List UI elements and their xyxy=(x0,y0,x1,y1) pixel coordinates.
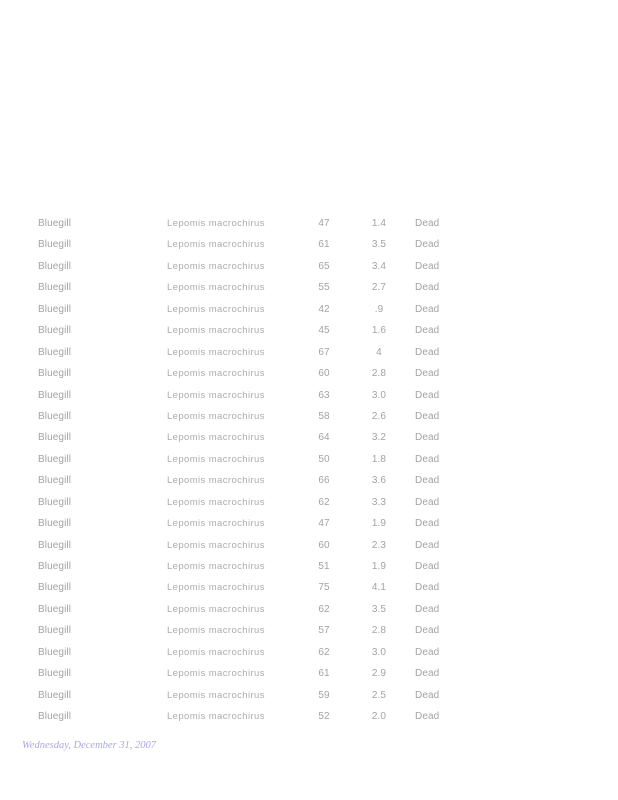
common-name-cell: Bluegill xyxy=(38,539,72,551)
length-cell: 47 xyxy=(318,518,330,530)
table-row xyxy=(0,493,618,514)
scientific-name-cell: Lepomis macrochirus xyxy=(167,453,265,465)
scientific-name-cell: Lepomis macrochirus xyxy=(167,432,265,444)
length-cell: 61 xyxy=(318,668,330,680)
weight-cell: 4.1 xyxy=(371,582,387,594)
weight-cell: 3.5 xyxy=(371,239,387,251)
status-cell: Dead xyxy=(415,603,440,615)
status-cell: Dead xyxy=(415,689,440,701)
weight-cell: 2.5 xyxy=(371,689,387,701)
length-cell: 63 xyxy=(318,389,330,401)
length-cell: 67 xyxy=(318,346,330,358)
scientific-name-cell: Lepomis macrochirus xyxy=(167,582,265,594)
scientific-name-cell: Lepomis macrochirus xyxy=(167,646,265,658)
status-cell: Dead xyxy=(415,496,440,508)
table-row xyxy=(0,278,618,299)
length-cell: 55 xyxy=(318,282,330,294)
length-cell: 75 xyxy=(318,582,330,594)
status-cell: Dead xyxy=(415,668,440,680)
weight-cell: 3.3 xyxy=(371,496,387,508)
footer-date: Wednesday, December 31, 2007 xyxy=(22,740,157,751)
common-name-cell: Bluegill xyxy=(38,218,72,229)
common-name-cell: Bluegill xyxy=(38,603,72,615)
scientific-name-cell: Lepomis macrochirus xyxy=(167,218,265,229)
common-name-cell: Bluegill xyxy=(38,389,72,401)
status-cell: Dead xyxy=(415,625,440,637)
common-name-cell: Bluegill xyxy=(38,625,72,637)
table-row xyxy=(0,600,618,621)
length-cell: 64 xyxy=(318,432,330,444)
table-row xyxy=(0,664,618,685)
weight-cell: 3.2 xyxy=(371,432,387,444)
weight-cell: 3.0 xyxy=(371,646,387,658)
status-cell: Dead xyxy=(415,410,440,422)
common-name-cell: Bluegill xyxy=(38,282,72,294)
status-cell: Dead xyxy=(415,260,440,272)
scientific-name-cell: Lepomis macrochirus xyxy=(167,239,265,251)
status-cell: Dead xyxy=(415,646,440,658)
length-cell: 50 xyxy=(318,453,330,465)
scientific-name-cell: Lepomis macrochirus xyxy=(167,303,265,315)
weight-cell: 2.8 xyxy=(371,368,387,380)
status-cell: Dead xyxy=(415,346,440,358)
length-cell: 62 xyxy=(318,496,330,508)
length-cell: 42 xyxy=(318,303,330,315)
common-name-cell: Bluegill xyxy=(38,260,72,272)
length-cell: 60 xyxy=(318,539,330,551)
common-name-cell: Bluegill xyxy=(38,668,72,680)
common-name-cell: Bluegill xyxy=(38,646,72,658)
status-cell: Dead xyxy=(415,325,440,337)
status-cell: Dead xyxy=(415,539,440,551)
scientific-name-cell: Lepomis macrochirus xyxy=(167,711,265,723)
table-row xyxy=(0,643,618,664)
scientific-name-cell: Lepomis macrochirus xyxy=(167,282,265,294)
scientific-name-cell: Lepomis macrochirus xyxy=(167,260,265,272)
scientific-name-cell: Lepomis macrochirus xyxy=(167,475,265,487)
length-cell: 62 xyxy=(318,603,330,615)
status-cell: Dead xyxy=(415,475,440,487)
status-cell: Dead xyxy=(415,432,440,444)
weight-cell: 3.6 xyxy=(371,475,387,487)
status-cell: Dead xyxy=(415,711,440,723)
length-cell: 66 xyxy=(318,475,330,487)
length-cell: 61 xyxy=(318,239,330,251)
status-cell: Dead xyxy=(415,239,440,251)
weight-cell: 2.0 xyxy=(371,711,387,723)
weight-cell: 2.7 xyxy=(371,282,387,294)
scientific-name-cell: Lepomis macrochirus xyxy=(167,625,265,637)
length-cell: 57 xyxy=(318,625,330,637)
weight-cell: 1.8 xyxy=(371,453,387,465)
common-name-cell: Bluegill xyxy=(38,496,72,508)
common-name-cell: Bluegill xyxy=(38,453,72,465)
status-cell: Dead xyxy=(415,282,440,294)
weight-cell: 1.4 xyxy=(371,218,387,229)
table-row xyxy=(0,235,618,256)
table-row xyxy=(0,578,618,599)
scientific-name-cell: Lepomis macrochirus xyxy=(167,325,265,337)
weight-cell: 1.6 xyxy=(371,325,387,337)
table-row xyxy=(0,686,618,707)
common-name-cell: Bluegill xyxy=(38,325,72,337)
fish-catch-table xyxy=(0,214,618,729)
scientific-name-cell: Lepomis macrochirus xyxy=(167,539,265,551)
status-cell: Dead xyxy=(415,368,440,380)
common-name-cell: Bluegill xyxy=(38,689,72,701)
weight-cell: 2.3 xyxy=(371,539,387,551)
table-row xyxy=(0,364,618,385)
common-name-cell: Bluegill xyxy=(38,518,72,530)
table-row xyxy=(0,514,618,535)
status-cell: Dead xyxy=(415,561,440,572)
length-cell: 65 xyxy=(318,260,330,272)
table-row xyxy=(0,300,618,321)
length-cell: 47 xyxy=(318,218,330,229)
common-name-cell: Bluegill xyxy=(38,582,72,594)
common-name-cell: Bluegill xyxy=(38,432,72,444)
scientific-name-cell: Lepomis macrochirus xyxy=(167,496,265,508)
length-cell: 51 xyxy=(318,561,330,572)
weight-cell: 1.9 xyxy=(371,561,387,572)
table-row xyxy=(0,450,618,471)
scientific-name-cell: Lepomis macrochirus xyxy=(167,603,265,615)
common-name-cell: Bluegill xyxy=(38,711,72,723)
table-row xyxy=(0,321,618,342)
weight-cell: .9 xyxy=(374,303,384,315)
scientific-name-cell: Lepomis macrochirus xyxy=(167,346,265,358)
common-name-cell: Bluegill xyxy=(38,346,72,358)
common-name-cell: Bluegill xyxy=(38,561,72,572)
weight-cell: 3.4 xyxy=(371,260,387,272)
status-cell: Dead xyxy=(415,218,440,229)
weight-cell: 3.0 xyxy=(371,389,387,401)
scientific-name-cell: Lepomis macrochirus xyxy=(167,689,265,701)
scientific-name-cell: Lepomis macrochirus xyxy=(167,389,265,401)
table-row xyxy=(0,428,618,449)
scientific-name-cell: Lepomis macrochirus xyxy=(167,518,265,530)
weight-cell: 2.9 xyxy=(371,668,387,680)
scientific-name-cell: Lepomis macrochirus xyxy=(167,668,265,680)
table-row xyxy=(0,343,618,364)
table-row xyxy=(0,621,618,642)
table-row xyxy=(0,536,618,557)
status-cell: Dead xyxy=(415,453,440,465)
common-name-cell: Bluegill xyxy=(38,475,72,487)
scientific-name-cell: Lepomis macrochirus xyxy=(167,561,265,572)
length-cell: 58 xyxy=(318,410,330,422)
length-cell: 60 xyxy=(318,368,330,380)
weight-cell: 4 xyxy=(376,346,382,358)
weight-cell: 1.9 xyxy=(371,518,387,530)
status-cell: Dead xyxy=(415,389,440,401)
length-cell: 45 xyxy=(318,325,330,337)
length-cell: 52 xyxy=(318,711,330,723)
weight-cell: 3.5 xyxy=(371,603,387,615)
common-name-cell: Bluegill xyxy=(38,368,72,380)
scientific-name-cell: Lepomis macrochirus xyxy=(167,368,265,380)
table-row xyxy=(0,214,618,235)
table-row xyxy=(0,386,618,407)
table-row xyxy=(0,707,618,728)
table-row xyxy=(0,471,618,492)
common-name-cell: Bluegill xyxy=(38,410,72,422)
table-row xyxy=(0,557,618,578)
common-name-cell: Bluegill xyxy=(38,239,72,251)
length-cell: 59 xyxy=(318,689,330,701)
weight-cell: 2.8 xyxy=(371,625,387,637)
weight-cell: 2.6 xyxy=(371,410,387,422)
status-cell: Dead xyxy=(415,582,440,594)
table-row xyxy=(0,407,618,428)
table-row xyxy=(0,257,618,278)
status-cell: Dead xyxy=(415,518,440,530)
scientific-name-cell: Lepomis macrochirus xyxy=(167,410,265,422)
length-cell: 62 xyxy=(318,646,330,658)
status-cell: Dead xyxy=(415,303,440,315)
common-name-cell: Bluegill xyxy=(38,303,72,315)
